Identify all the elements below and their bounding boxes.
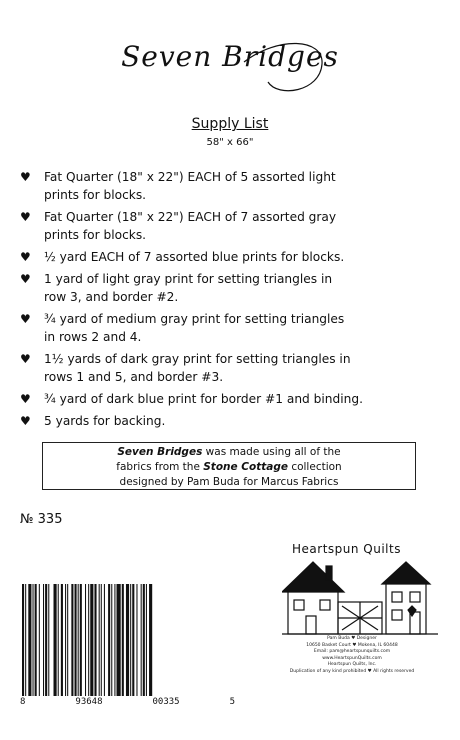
- houses-logo-illustration: [282, 556, 442, 636]
- supply-item-text: 5 yards for backing.: [44, 414, 166, 428]
- barcode-bar: [114, 584, 115, 696]
- quilt-title: Seven Bridges: [121, 40, 339, 73]
- barcode-bar: [99, 584, 100, 696]
- heart-bullet-icon: ♥: [20, 250, 31, 264]
- barcode-bar: [61, 584, 63, 696]
- heart-bullet-icon: ♥: [20, 352, 31, 366]
- supply-item-text: Fat Quarter (18" x 22") EACH of 7 assorted gray: [44, 210, 337, 224]
- barcode-bar: [80, 584, 82, 696]
- designer-credits: [260, 636, 444, 676]
- note-line-3: designed by Pam Buda for Marcus Fabrics: [119, 476, 339, 488]
- supply-item: [18, 270, 448, 306]
- credit-line: Email: pam@heartspunquilts.com: [313, 649, 391, 655]
- barcode-bar: [104, 584, 105, 696]
- credit-line: www.HeartspunQuilts.com: [322, 655, 382, 661]
- barcode-bar: [39, 584, 40, 696]
- barcode-digit-group: 8: [20, 697, 26, 707]
- supply-item: [18, 248, 448, 266]
- heart-bullet-icon: ♥: [20, 170, 31, 184]
- barcode-bar: [94, 584, 96, 696]
- quilt-dimensions: 58" x 66": [206, 137, 254, 148]
- title-swirl-decoration: [238, 32, 328, 102]
- note-line-2-pre: fabrics from the: [116, 461, 204, 473]
- supply-list-heading: Supply List: [191, 116, 269, 132]
- note-line-1: [43, 445, 415, 460]
- credit-line: Duplication of any kind prohibited ♥ All rights reserved: [289, 668, 415, 674]
- barcode-bar: [85, 584, 86, 696]
- barcode-bar: [71, 584, 73, 696]
- barcode-bar: [75, 584, 77, 696]
- barcode-bar: [25, 584, 26, 696]
- fabric-note-box: [42, 442, 416, 490]
- barcode-bar: [122, 584, 124, 696]
- supply-item: [18, 390, 448, 408]
- note-collection-name: Stone Cottage: [203, 461, 288, 473]
- supply-item-text: 1½ yards of dark gray print for setting triangles in: [44, 352, 351, 366]
- credit-line: Pam Buda ♥ Designer: [327, 636, 377, 641]
- barcode-bar: [146, 584, 147, 696]
- barcode-bar: [111, 584, 112, 696]
- barcode-digits: [20, 697, 235, 707]
- heart-bullet-icon: ♥: [20, 392, 31, 406]
- supply-item-text: in rows 2 and 4.: [44, 330, 142, 344]
- barcode-bar: [130, 584, 131, 696]
- barcode-bar: [108, 584, 110, 696]
- barcode-bar: [136, 584, 137, 696]
- heart-bullet-icon: ♥: [20, 414, 31, 428]
- supply-item-text: Fat Quarter (18" x 22") EACH of 5 assorted light: [44, 170, 336, 184]
- supply-item-text: row 3, and border #2.: [44, 290, 179, 304]
- supply-item-text: 1 yard of light gray print for setting triangles in: [44, 272, 333, 286]
- supply-item: [18, 168, 448, 204]
- barcode-bar: [28, 584, 31, 696]
- supply-item-text: ¾ yard of dark blue print for border #1 and binding.: [44, 392, 363, 406]
- barcode-bar: [78, 584, 79, 696]
- barcode-bar: [45, 584, 47, 696]
- supply-item-text: rows 1 and 5, and border #3.: [44, 370, 224, 384]
- barcode-bar: [141, 584, 142, 696]
- note-line-2: [43, 460, 415, 475]
- pattern-number: № 335: [20, 512, 63, 527]
- barcode-bar: [149, 584, 152, 696]
- barcode-bar: [35, 584, 37, 696]
- supply-item: [18, 310, 448, 346]
- barcode-digit-group: 93648: [75, 697, 103, 707]
- barcode-bar: [143, 584, 145, 696]
- note-quilt-name: Seven Bridges: [117, 446, 203, 458]
- supply-list: [18, 168, 448, 434]
- barcode-digit-group: 00335: [152, 697, 180, 707]
- barcode-bar: [48, 584, 49, 696]
- barcode-bar: [54, 584, 57, 696]
- barcode-bar: [22, 584, 24, 696]
- barcode-bar: [67, 584, 68, 696]
- brand-name: Heartspun Quilts: [292, 542, 401, 556]
- barcode-bar: [90, 584, 93, 696]
- barcode-bar: [101, 584, 102, 696]
- note-line-1-text: was made using all of the: [202, 446, 341, 458]
- barcode-bar: [117, 584, 121, 696]
- heart-bullet-icon: ♥: [20, 272, 31, 286]
- supply-item: [18, 350, 448, 386]
- barcode-bar: [126, 584, 129, 696]
- supply-item-text: ½ yard EACH of 7 assorted blue prints for blocks.: [44, 250, 345, 264]
- note-line-2-post: collection: [287, 461, 342, 473]
- upc-barcode: [20, 584, 235, 696]
- barcode-bar: [33, 584, 34, 696]
- supply-item-text: ¾ yard of medium gray print for setting triangles: [44, 312, 345, 326]
- barcode-bar: [65, 584, 66, 696]
- barcode-bar: [58, 584, 59, 696]
- credit-line: Heartspun Quilts, Inc.: [327, 662, 377, 668]
- supply-item: [18, 208, 448, 244]
- heart-bullet-icon: ♥: [20, 312, 31, 326]
- supply-item: [18, 412, 448, 430]
- supply-item-text: prints for blocks.: [44, 228, 147, 242]
- barcode-bar: [88, 584, 89, 696]
- supply-item-text: prints for blocks.: [44, 188, 147, 202]
- barcode-digit-group: 5: [229, 697, 235, 707]
- barcode-bar: [132, 584, 134, 696]
- heart-bullet-icon: ♥: [20, 210, 31, 224]
- credit-line: 10650 Basket Court ♥ Mokena, IL 60448: [306, 642, 398, 648]
- barcode-bar: [43, 584, 44, 696]
